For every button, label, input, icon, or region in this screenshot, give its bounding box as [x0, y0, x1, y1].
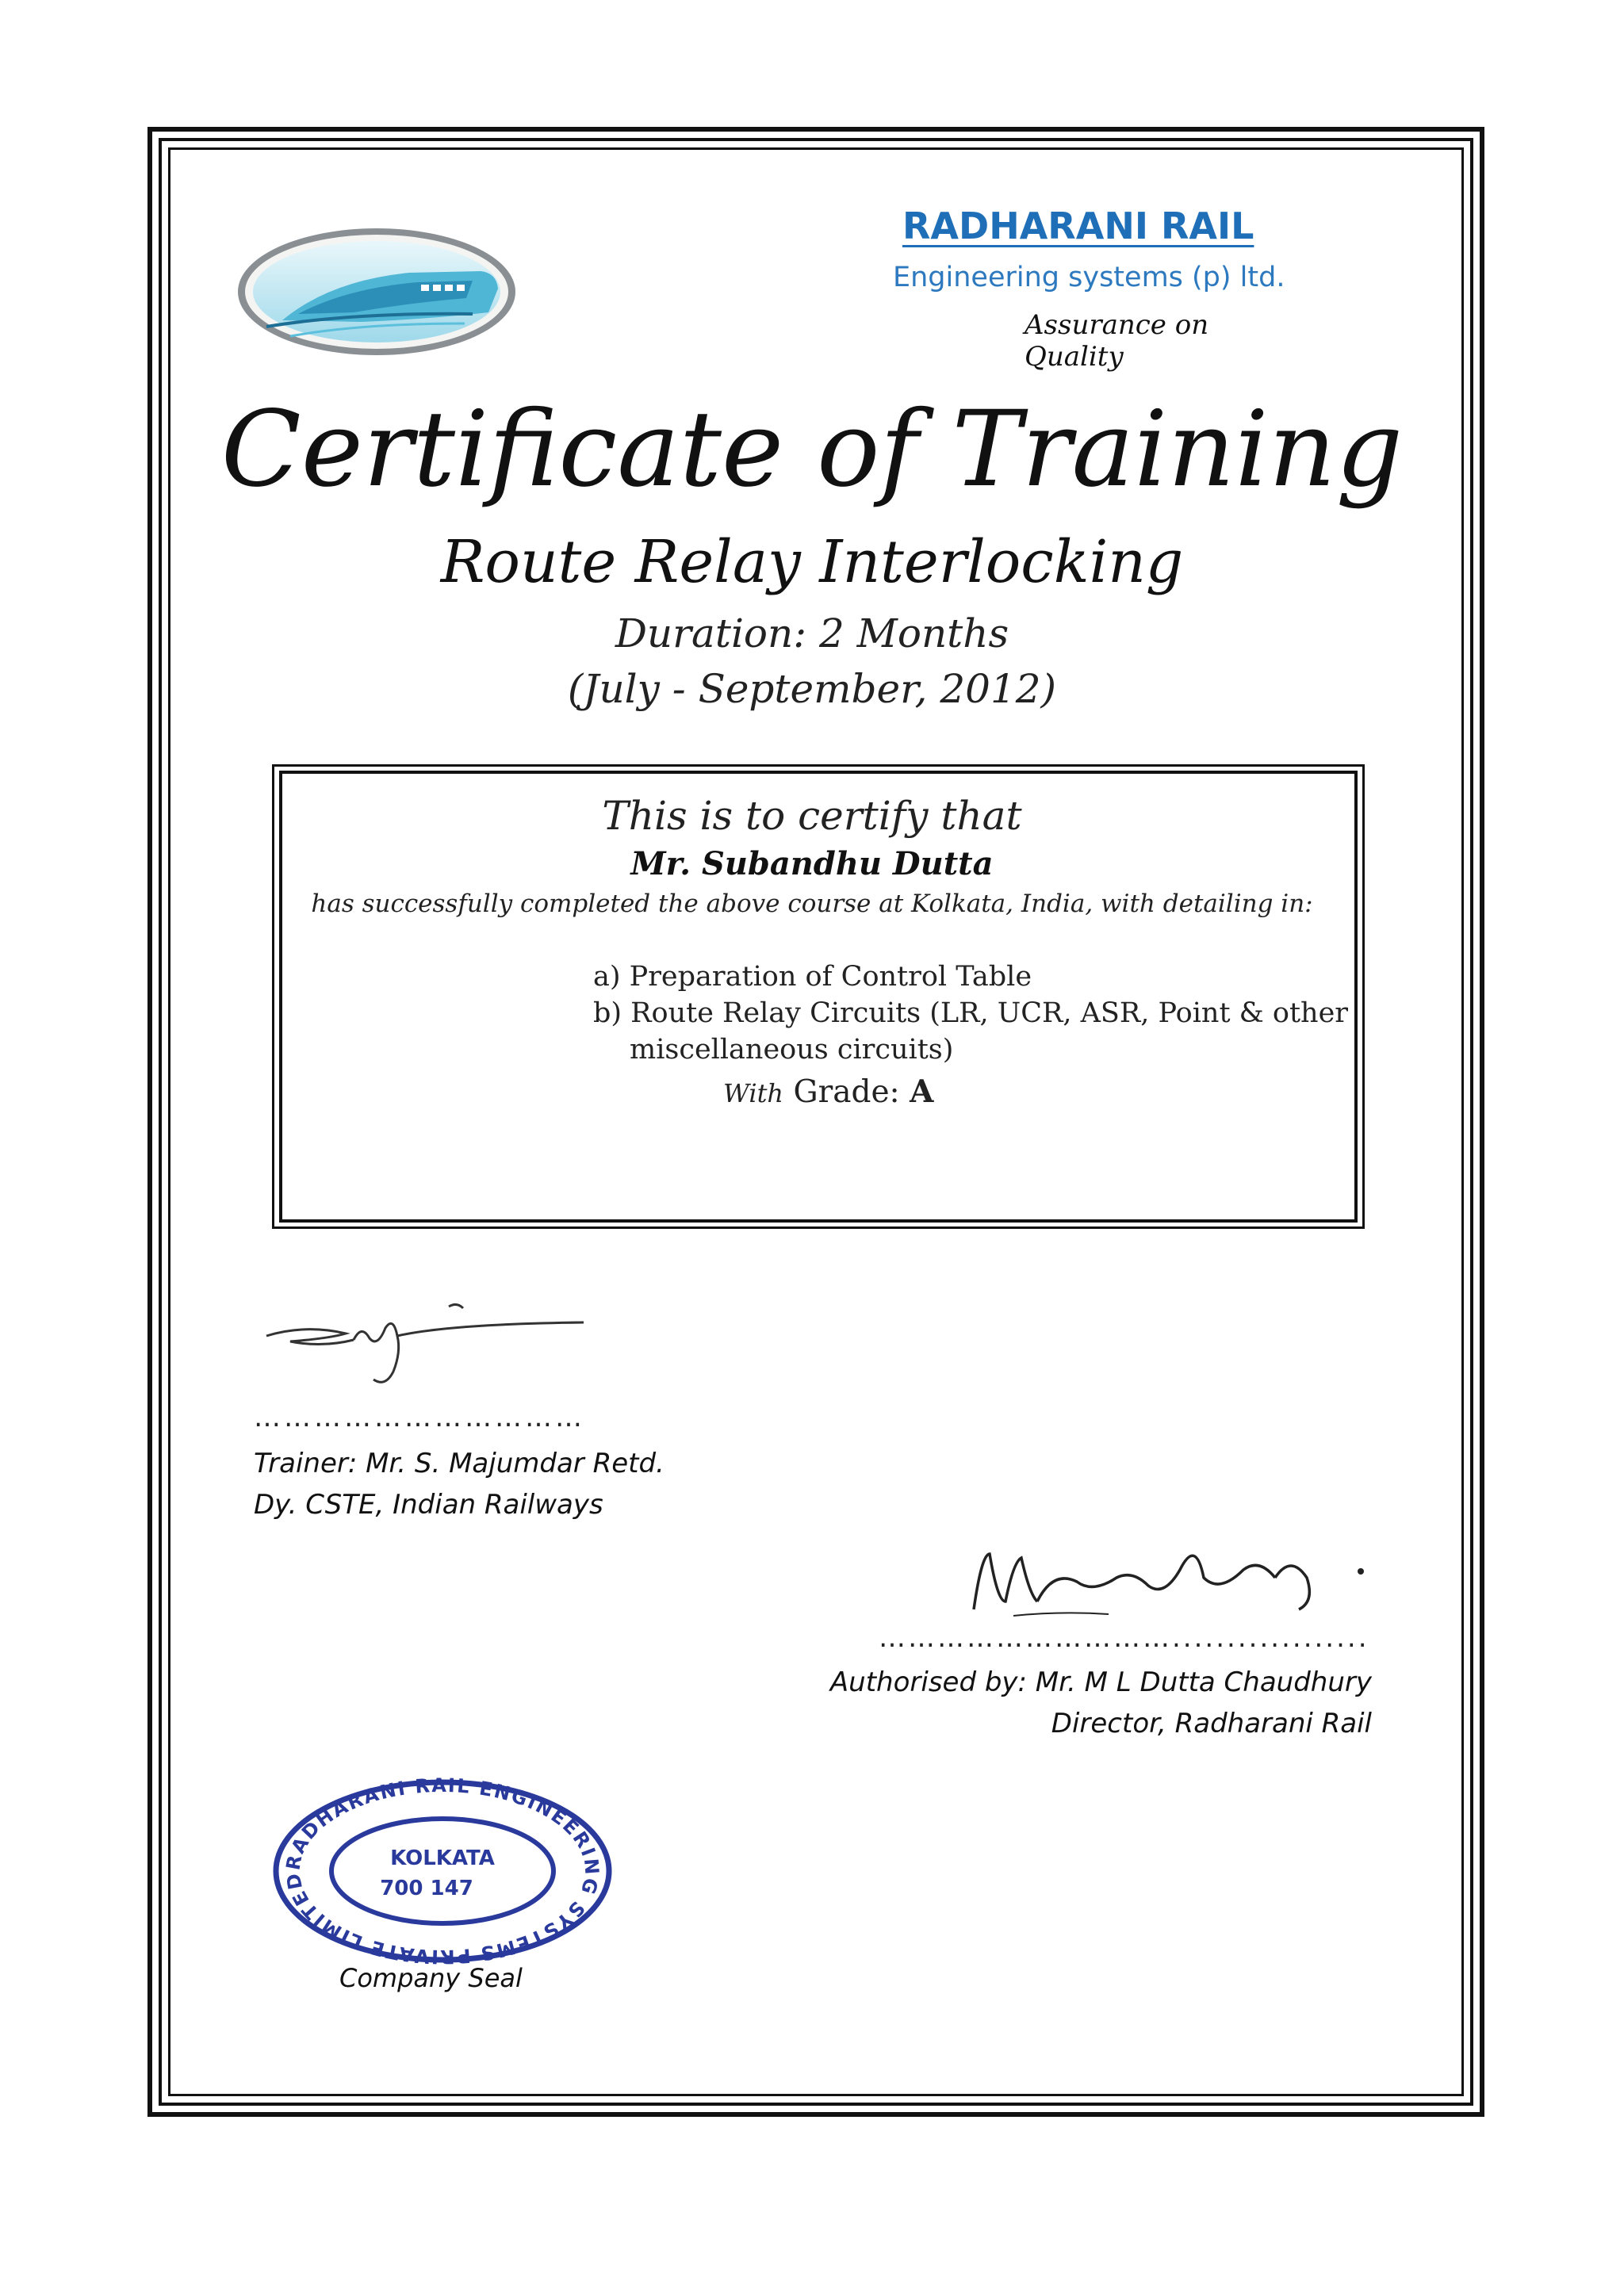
- seal-ring-text: RADHARANI RAIL ENGINEERING SYSTEMS PRIVATE LIMITED: [282, 1776, 603, 1966]
- company-name: RADHARANI RAIL: [902, 205, 1254, 247]
- detail-item: b) Route Relay Circuits (LR, UCR, ASR, Point & other: [593, 997, 1349, 1029]
- course-duration: Duration: 2 Months: [615, 610, 1009, 656]
- authoriser-signature: [966, 1522, 1378, 1625]
- company-seal-label: Company Seal: [339, 1963, 523, 1993]
- company-tagline: Assurance on Quality: [1025, 309, 1209, 373]
- certificate-title: Certificate of Training: [220, 388, 1404, 511]
- grade-line: [723, 1073, 933, 1110]
- company-subtitle: Engineering systems (p) ltd.: [893, 262, 1285, 293]
- course-name: Route Relay Interlocking: [440, 528, 1184, 596]
- completion-text: has successfully completed the above course at Kolkata, India, with detailing in:: [311, 890, 1313, 918]
- course-period: (July - September, 2012): [567, 666, 1057, 712]
- detail-item: miscellaneous circuits): [630, 1034, 954, 1066]
- grade-label: Grade:: [793, 1074, 900, 1110]
- trainer-name: Trainer: Mr. S. Majumdar Retd.: [254, 1448, 665, 1479]
- authoriser-name: Authorised by: Mr. M L Dutta Chaudhury: [829, 1667, 1372, 1698]
- authoriser-signature-line: …………………………..................: [879, 1622, 1369, 1654]
- detail-item: a) Preparation of Control Table: [593, 961, 1032, 993]
- seal-city: KOLKATA: [390, 1846, 495, 1870]
- train-logo-icon: [235, 225, 519, 358]
- trainer-signature-line: ……………………………: [254, 1402, 585, 1433]
- grade-value: A: [910, 1073, 934, 1110]
- authoriser-designation: Director, Radharani Rail: [1051, 1708, 1372, 1739]
- company-seal-stamp: [268, 1776, 617, 1966]
- grade-prefix: With: [723, 1078, 784, 1108]
- trainer-designation: Dy. CSTE, Indian Railways: [254, 1489, 603, 1521]
- certify-text: This is to certify that: [602, 793, 1022, 839]
- recipient-name: Mr. Subandhu Dutta: [630, 845, 994, 882]
- trainer-signature: [259, 1292, 592, 1395]
- seal-pin: 700 147: [380, 1877, 473, 1900]
